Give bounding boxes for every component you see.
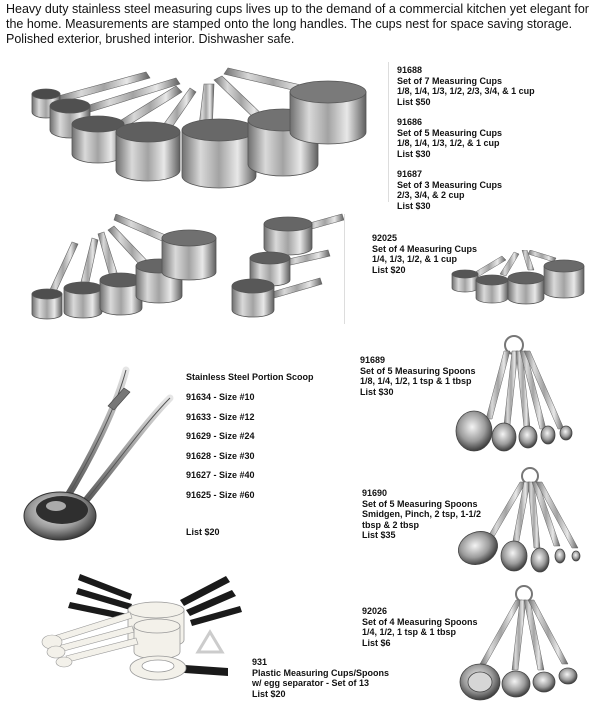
scoop-size-item: 91633 - Size #12	[186, 411, 255, 422]
product-sku: 92025	[372, 233, 398, 243]
product-sku: 91687	[397, 169, 423, 179]
product-block-cups-large	[397, 65, 535, 211]
product-name: Set of 5 Measuring Spoons	[362, 498, 478, 509]
portion-scoop-list	[186, 372, 314, 538]
product-name: Set of 5 Measuring Cups	[397, 127, 503, 138]
product-block-931	[252, 657, 389, 699]
measuring-cups-set-4-image	[448, 250, 588, 312]
divider	[344, 214, 345, 324]
product-price: List $6	[362, 637, 391, 648]
product-name: Set of 5 Measuring Spoons	[360, 365, 476, 376]
product-price: List $30	[397, 148, 431, 159]
product-sizes: 2/3, 3/4, & 2 cup	[397, 190, 465, 200]
product-sku: 931	[252, 657, 268, 667]
scoop-size-item: 91628 - Size #30	[186, 450, 255, 461]
measuring-cups-set-5-image	[28, 214, 220, 326]
product-sizes: 1/8, 1/4, 1/2, 1 tsp & 1 tbsp	[360, 376, 472, 386]
divider	[388, 62, 389, 202]
product-price: List $50	[397, 96, 431, 107]
scoop-title: Stainless Steel Portion Scoop	[186, 372, 314, 382]
product-sizes: Smidgen, Pinch, 2 tsp, 1-1/2	[362, 509, 482, 519]
scoop-size-item: 91625 - Size #60	[186, 489, 255, 500]
product-sizes: 1/4, 1/3, 1/2, & 1 cup	[372, 254, 458, 264]
portion-scoop-image	[20, 360, 182, 544]
product-sku: 92026	[362, 606, 388, 616]
measuring-spoons-92026-image	[456, 584, 584, 708]
product-sizes: 1/8, 1/4, 1/3, 1/2, & 1 cup	[397, 138, 500, 148]
measuring-spoons-91689-image	[452, 333, 580, 455]
product-sizes: tbsp & 2 tbsp	[362, 519, 420, 530]
measuring-cups-set-7-image	[28, 66, 378, 200]
product-sku: 91690	[362, 488, 388, 498]
scoop-size-item: 91629 - Size #24	[186, 431, 255, 441]
measuring-cups-set-3-image	[228, 212, 344, 324]
product-price: List $30	[397, 200, 431, 211]
product-name-line2: w/ egg separator - Set of 13	[252, 678, 370, 688]
product-name: Set of 7 Measuring Cups	[397, 75, 503, 86]
product-name: Plastic Measuring Cups/Spoons	[252, 667, 390, 678]
product-name: Set of 4 Measuring Spoons	[362, 616, 478, 627]
product-price: List $35	[362, 530, 396, 540]
product-price: List $20	[372, 264, 406, 275]
product-sku: 91689	[360, 355, 386, 365]
scoop-price: List $20	[186, 527, 220, 537]
product-sizes: 1/4, 1/2, 1 tsp & 1 tbsp	[362, 627, 457, 637]
plastic-measuring-set-image	[40, 572, 250, 684]
measuring-spoons-91690-image	[456, 466, 586, 580]
product-price: List $20	[252, 688, 286, 699]
product-price: List $30	[360, 386, 394, 397]
product-sku: 91688	[397, 65, 423, 75]
product-name: Set of 4 Measuring Cups	[372, 243, 478, 254]
scoop-size-item: 91634 - Size #10	[186, 392, 255, 402]
product-name: Set of 3 Measuring Cups	[397, 179, 503, 190]
product-sku: 91686	[397, 117, 423, 127]
product-sizes: 1/8, 1/4, 1/3, 1/2, 2/3, 3/4, & 1 cup	[397, 86, 535, 96]
intro-text: Heavy duty stainless steel measuring cups lives up to the demand of a commercial kitchen yet elegant for the home. Measurements are stamped onto the long handles. The cups nest for space saving storage. Polished exterior, brushed interior. Dishwasher safe.	[6, 2, 589, 46]
scoop-size-item: 91627 - Size #40	[186, 470, 255, 480]
